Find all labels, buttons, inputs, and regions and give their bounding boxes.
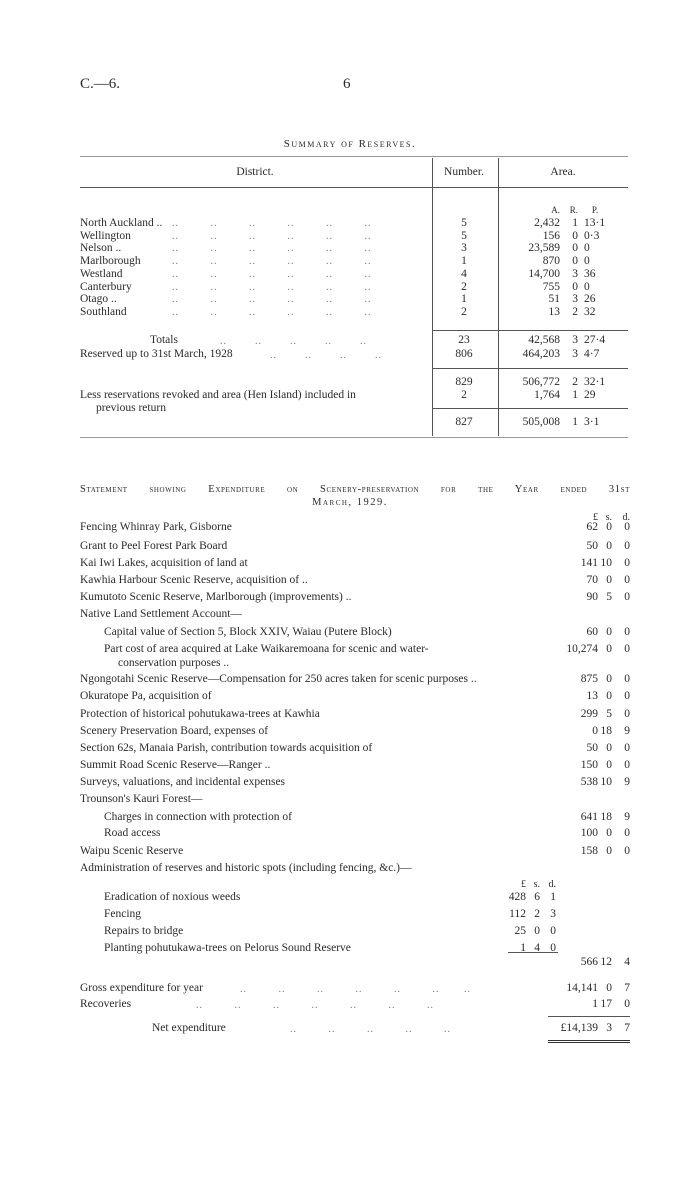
report-reference: C.—6.	[80, 76, 121, 92]
expenditure-item-shillings: 10	[600, 557, 612, 569]
district-acres: 13	[548, 305, 560, 318]
expenditure-item-pounds: 60	[586, 626, 598, 638]
admin-item-pounds: 25	[514, 925, 526, 937]
leader-dots: .. .. .. .. .. ..	[172, 294, 372, 306]
expenditure-item-shillings: 5	[606, 708, 612, 720]
district-acres: 870	[542, 255, 560, 268]
less-label-cont: previous return	[96, 402, 166, 414]
expenditure-item-label: Surveys, valuations, and incidental expenses	[80, 776, 286, 788]
expenditure-item-pence: 0	[624, 557, 630, 569]
admin-item-shillings: 4	[534, 942, 540, 954]
admin-item-label: Planting pohutukawa-trees on Pelorus Sound Reserve	[104, 942, 351, 954]
expenditure-item-pounds: 90	[586, 591, 598, 603]
recoveries-pence: 0	[624, 998, 630, 1010]
district-number: 1	[461, 255, 467, 268]
leader-dots: .. .. .. .. .. ..	[172, 256, 372, 268]
expenditure-item-pounds: 0	[592, 725, 598, 737]
less-acres: 1,764	[534, 389, 560, 401]
final-perches: 3·1	[584, 416, 600, 428]
subtotal-number: 829	[455, 376, 473, 388]
expenditure-item-label: Road access	[104, 827, 161, 839]
district-roods: 3	[572, 293, 578, 306]
subtotal-roods: 2	[572, 376, 578, 388]
unit-shillings: s.	[605, 512, 612, 523]
leader-dots: .. .. .. .. .. ..	[172, 230, 372, 242]
district-number: 1	[461, 293, 467, 306]
net-pence: 7	[624, 1022, 630, 1034]
expenditure-item-pence: 0	[624, 643, 630, 655]
col-district-header: District.	[236, 166, 274, 178]
expenditure-item-shillings: 0	[606, 759, 612, 771]
expenditure-item-label: Trounson's Kauri Forest—	[80, 793, 203, 805]
expenditure-item-pence: 0	[624, 626, 630, 638]
net-double-rule	[548, 1040, 630, 1043]
unit-roods: R.	[569, 205, 578, 215]
net-label: Net expenditure	[152, 1022, 226, 1034]
leader-dots: .. .. .. .. .. ..	[172, 306, 372, 318]
unit-pounds: £	[593, 512, 598, 523]
expenditure-item-pounds: 13	[586, 690, 598, 702]
expenditure-item-pounds: 641	[580, 811, 598, 823]
expenditure-item-pence: 0	[624, 690, 630, 702]
expenditure-item-pounds: 538	[580, 776, 598, 788]
less-label: Less reservations revoked and area (Hen Island) included in	[80, 389, 356, 401]
district-name: North Auckland ..	[80, 217, 163, 229]
expenditure-item-shillings: 0	[606, 845, 612, 857]
summary-bottom-rule	[80, 437, 628, 438]
admin-item-label: Eradication of noxious weeds	[104, 891, 241, 903]
district-perches: 0	[584, 242, 590, 255]
expenditure-item-shillings: 0	[606, 673, 612, 685]
expenditure-item-label: Grant to Peel Forest Park Board	[80, 540, 228, 552]
expenditure-item-shillings: 0	[606, 521, 612, 533]
reserved-label: Reserved up to 31st March, 1928	[80, 348, 233, 360]
expenditure-item-pounds: 150	[580, 759, 598, 771]
leader-dots: .. .. .. ..	[270, 350, 382, 361]
expenditure-item-pounds: 50	[586, 742, 598, 754]
district-number: 3	[461, 242, 467, 255]
expenditure-item-pence: 9	[624, 811, 630, 823]
col-number-header: Number.	[444, 166, 484, 178]
district-acres: 14,700	[528, 267, 560, 280]
admin-total-pounds: 566	[580, 956, 598, 968]
expenditure-item-label: Native Land Settlement Account—	[80, 608, 242, 620]
net-rule	[548, 1016, 630, 1017]
district-number: 5	[461, 217, 467, 229]
reserved-acres: 464,203	[522, 348, 560, 360]
district-perches: 32	[584, 305, 596, 318]
district-name: Southland	[80, 305, 127, 318]
admin-item-label: Repairs to bridge	[104, 925, 184, 937]
expenditure-item-label: Protection of historical pohutukawa-trees at Kawhia	[80, 708, 320, 720]
gross-label: Gross expenditure for year	[80, 982, 203, 994]
district-roods: 0	[572, 255, 578, 268]
expenditure-item-label: Kai Iwi Lakes, acquisition of land at	[80, 557, 248, 569]
recoveries-shillings: 17	[600, 998, 612, 1010]
summary-divider-2	[498, 158, 499, 436]
district-name: Marlborough	[80, 255, 141, 268]
expenditure-item-label: Okuratope Pa, acquisition of	[80, 690, 212, 702]
expenditure-item-label: Kumutoto Scenic Reserve, Marlborough (improvements) ..	[80, 591, 352, 603]
summary-header-rule	[80, 187, 628, 188]
totals-acres: 42,568	[528, 334, 560, 346]
admin-item-pence: 3	[550, 908, 556, 920]
expenditure-item-pounds: 70	[586, 574, 598, 586]
leader-dots: .. .. .. .. .. .. ..	[240, 984, 471, 995]
unit-acres: A.	[551, 205, 560, 215]
district-name: Otago ..	[80, 293, 117, 306]
expenditure-item-pence: 0	[624, 591, 630, 603]
district-perches: 13·1	[584, 217, 606, 229]
district-roods: 0	[572, 229, 578, 242]
leader-dots: .. .. .. .. .. ..	[172, 218, 372, 229]
expenditure-title: Statement showing Expenditure on Scenery-preservation for the Year ended 31st	[80, 484, 630, 495]
totals-perches: 27·4	[584, 334, 606, 346]
leader-dots: .. .. .. .. .. .. ..	[196, 1000, 434, 1011]
leader-dots: .. .. .. .. ..	[220, 336, 367, 347]
summary-top-rule	[80, 156, 628, 157]
net-shillings: 3	[606, 1022, 612, 1034]
expenditure-item-pence: 9	[624, 725, 630, 737]
district-number: 5	[461, 229, 467, 242]
district-perches: 0	[584, 255, 590, 268]
district-roods: 1	[572, 217, 578, 229]
district-name: Westland	[80, 267, 123, 280]
recoveries-label: Recoveries	[80, 998, 132, 1010]
less-roods: 1	[572, 389, 578, 401]
net-pounds: £14,139	[560, 1022, 598, 1034]
district-perches: 36	[584, 267, 596, 280]
expenditure-item-pounds: 141	[580, 557, 598, 569]
expenditure-title-cont: March, 1929.	[312, 497, 388, 508]
district-roods: 0	[572, 280, 578, 293]
expenditure-item-pence: 0	[624, 540, 630, 552]
expenditure-item-label: Kawhia Harbour Scenic Reserve, acquisition of ..	[80, 574, 308, 586]
expenditure-item-pence: 9	[624, 776, 630, 788]
subtotal-acres: 506,772	[522, 376, 560, 388]
admin-item-pence: 1	[550, 891, 556, 903]
expenditure-item-label: Administration of reserves and historic spots (including fencing, &c.)—	[80, 862, 412, 874]
gross-pounds: 14,141	[566, 982, 598, 994]
district-acres: 2,432	[534, 217, 560, 229]
leader-dots: .. .. .. .. ..	[290, 1024, 451, 1035]
admin-total-shillings: 12	[600, 956, 612, 968]
admin-item-pence: 0	[550, 942, 556, 954]
expenditure-item-label: Capital value of Section 5, Block XXIV, Waiau (Putere Block)	[104, 626, 392, 638]
admin-item-pounds: 1	[520, 942, 526, 954]
expenditure-item-label: conservation purposes ..	[118, 657, 230, 669]
expenditure-item-pence: 0	[624, 708, 630, 720]
expenditure-item-label: Summit Road Scenic Reserve—Ranger ..	[80, 759, 271, 771]
district-acres: 23,589	[528, 242, 560, 255]
expenditure-item-pounds: 10,274	[566, 643, 598, 655]
gross-shillings: 0	[606, 982, 612, 994]
unit-pence: d.	[622, 512, 630, 523]
expenditure-item-shillings: 0	[606, 574, 612, 586]
leader-dots: .. .. .. .. .. ..	[172, 281, 372, 293]
admin-item-pounds: 428	[508, 891, 526, 903]
admin-item-shillings: 6	[534, 891, 540, 903]
district-acres: 156	[542, 229, 560, 242]
district-roods: 3	[572, 267, 578, 280]
expenditure-item-shillings: 18	[600, 811, 612, 823]
recoveries-pounds: 1	[592, 998, 598, 1010]
admin-unit-pounds: £	[521, 879, 526, 890]
col-area-header: Area.	[550, 166, 576, 178]
district-acres: 51	[548, 293, 560, 306]
expenditure-item-shillings: 0	[606, 690, 612, 702]
expenditure-item-shillings: 0	[606, 540, 612, 552]
expenditure-item-label: Fencing Whinray Park, Gisborne	[80, 521, 232, 533]
expenditure-item-pence: 0	[624, 742, 630, 754]
expenditure-item-shillings: 0	[606, 827, 612, 839]
admin-total-pence: 4	[624, 956, 630, 968]
district-perches: 26	[584, 293, 596, 306]
expenditure-item-label: Charges in connection with protection of	[104, 811, 292, 823]
leader-dots: .. .. .. .. .. ..	[172, 243, 372, 255]
less-number: 2	[461, 389, 467, 401]
district-name: Nelson ..	[80, 242, 122, 255]
expenditure-item-pence: 0	[624, 574, 630, 586]
expenditure-item-pounds: 62	[586, 521, 598, 533]
admin-item-pounds: 112	[509, 908, 526, 920]
district-name: Wellington	[80, 229, 131, 242]
expenditure-item-pounds: 875	[580, 673, 598, 685]
page-number: 6	[343, 76, 351, 92]
summary-title: Summary of Reserves.	[283, 138, 417, 150]
district-perches: 0·3	[584, 229, 600, 242]
totals-rule	[432, 330, 628, 331]
district-roods: 0	[572, 242, 578, 255]
expenditure-item-shillings: 5	[606, 591, 612, 603]
admin-total-rule	[508, 952, 558, 953]
district-roods: 2	[572, 305, 578, 318]
district-number: 2	[461, 305, 467, 318]
admin-item-label: Fencing	[104, 908, 142, 920]
expenditure-item-label: Waipu Scenic Reserve	[80, 845, 184, 857]
leader-dots: .. .. .. .. .. ..	[172, 268, 372, 280]
expenditure-item-label: Ngongotahi Scenic Reserve—Compensation for 250 acres taken for scenic purposes ..	[80, 673, 477, 685]
totals-roods: 3	[572, 334, 578, 346]
expenditure-item-shillings: 0	[606, 742, 612, 754]
expenditure-item-pounds: 299	[580, 708, 598, 720]
district-number: 2	[461, 280, 467, 293]
district-perches: 0	[584, 280, 590, 293]
totals-number: 23	[458, 334, 470, 346]
expenditure-item-pence: 0	[624, 845, 630, 857]
expenditure-item-label: Scenery Preservation Board, expenses of	[80, 725, 269, 737]
reserved-perches: 4·7	[584, 348, 600, 360]
expenditure-item-label: Part cost of area acquired at Lake Waikaremoana for scenic and water-	[104, 643, 429, 655]
admin-unit-shillings: s.	[533, 879, 540, 890]
admin-unit-pence: d.	[548, 879, 556, 890]
final-roods: 1	[572, 416, 578, 428]
expenditure-item-shillings: 10	[600, 776, 612, 788]
less-perches: 29	[584, 389, 596, 401]
final-rule	[432, 408, 628, 409]
expenditure-item-pounds: 50	[586, 540, 598, 552]
admin-item-shillings: 2	[534, 908, 540, 920]
expenditure-item-shillings: 18	[600, 725, 612, 737]
expenditure-item-pence: 0	[624, 827, 630, 839]
final-number: 827	[455, 416, 473, 428]
subtotal-rule	[432, 368, 628, 369]
expenditure-item-label: Section 62s, Manaia Parish, contribution towards acquisition of	[80, 742, 373, 754]
expenditure-item-pence: 0	[624, 673, 630, 685]
expenditure-item-pounds: 100	[580, 827, 598, 839]
expenditure-item-shillings: 0	[606, 643, 612, 655]
expenditure-item-shillings: 0	[606, 626, 612, 638]
expenditure-item-pounds: 158	[580, 845, 598, 857]
district-name: Canterbury	[80, 280, 132, 293]
district-acres: 755	[542, 280, 560, 293]
reserved-number: 806	[455, 348, 473, 360]
gross-pence: 7	[624, 982, 630, 994]
admin-item-shillings: 0	[534, 925, 540, 937]
district-number: 4	[461, 267, 467, 280]
totals-label: Totals	[150, 334, 178, 346]
final-acres: 505,008	[522, 416, 560, 428]
reserved-roods: 3	[572, 348, 578, 360]
unit-perches: P.	[591, 205, 599, 215]
admin-item-pence: 0	[550, 925, 556, 937]
expenditure-item-pence: 0	[624, 521, 630, 533]
expenditure-item-pence: 0	[624, 759, 630, 771]
subtotal-perches: 32·1	[584, 376, 606, 388]
